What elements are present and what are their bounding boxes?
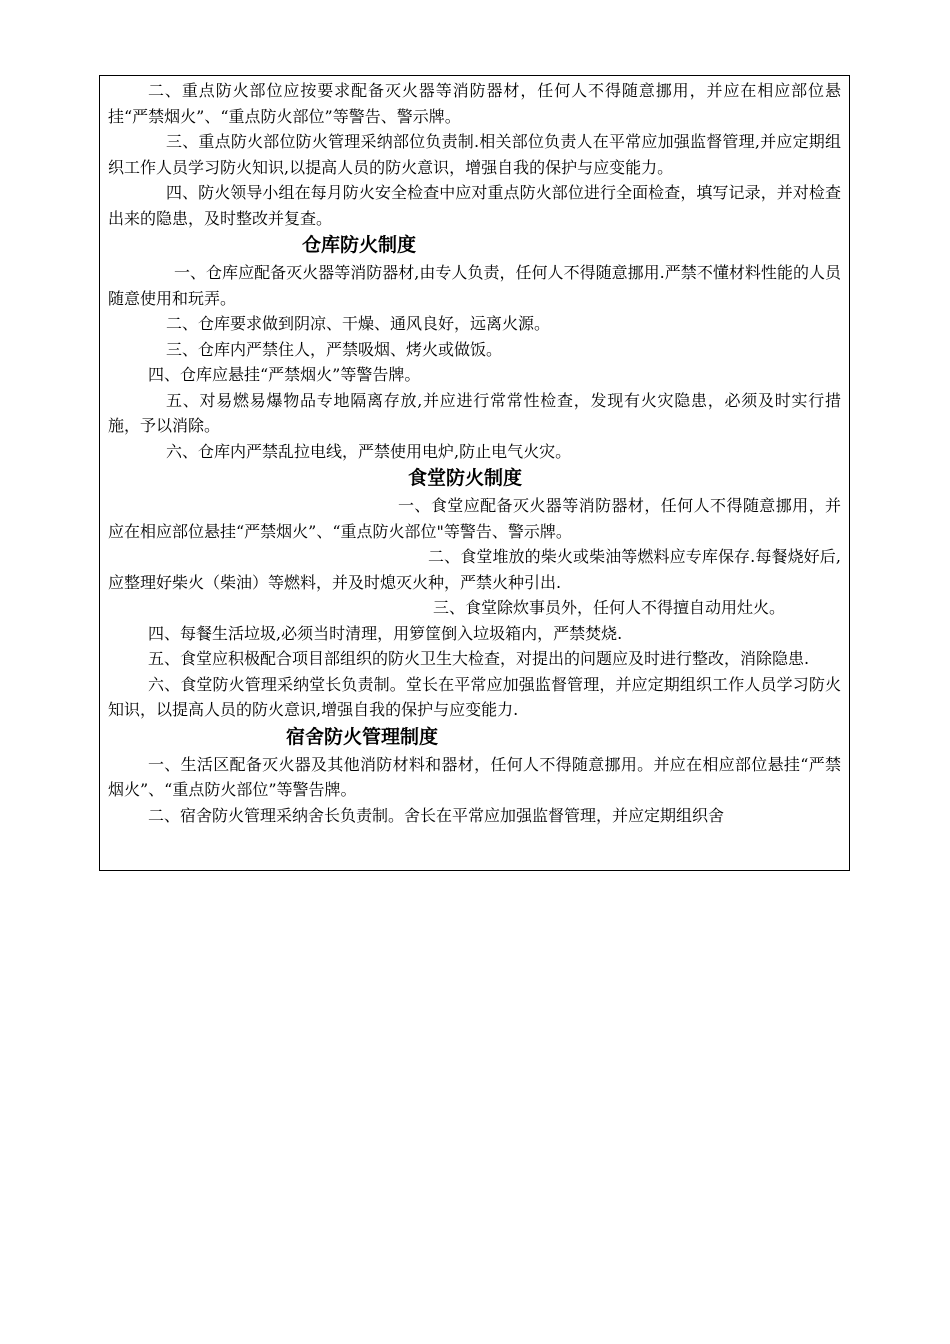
shitang-paragraph-5: 五、食堂应积极配合项目部组织的防火卫生大检查，对提出的问题应及时进行整改，消除隐患. <box>148 649 810 668</box>
shitang-paragraph-4: 四、每餐生活垃圾,必须当时清理，用箩筐倒入垃圾箱内，严禁焚烧. <box>148 623 623 643</box>
cangku-paragraph-1: 一、仓库应配备灭火器等消防器材,由专人负责，任何人不得随意挪用.严禁不懂材料性能的人员随意使用和玩弄。 <box>108 263 841 308</box>
cangku-paragraph-3: 三、仓库内严禁住人，严禁吸烟、烤火或做饭。 <box>166 339 503 359</box>
shitang-paragraph-6: 六、食堂防火管理采纳堂长负责制。堂长在平常应加强监督管理，并应定期组织工作人员学习防火知识，以提高人员的防火意识,增强自我的保护与应变能力. <box>108 674 841 719</box>
document-frame <box>99 75 850 871</box>
zhongdian-paragraph-4: 四、防火领导小组在每月防火安全检查中应对重点防火部位进行全面检查，填写记录，并对检查出来的隐患，及时整改并复查。 <box>108 183 841 228</box>
shitang-paragraph-2: 二、食堂堆放的柴火或柴油等燃料应专库保存.每餐烧好后,应整理好柴火（柴油）等燃料，并及时熄灭火种，严禁火种引出. <box>108 547 841 592</box>
sushe-title: 宿舍防火管理制度 <box>286 725 439 748</box>
shitang-title: 食堂防火制度 <box>408 467 523 489</box>
cangku-paragraph-2: 二、仓库要求做到阴凉、干燥、通风良好，远离火源。 <box>166 314 551 333</box>
sushe-paragraph-1: 一、生活区配备灭火器及其他消防材料和器材，任何人不得随意挪用。并应在相应部位悬挂“严禁烟火”、“重点防火部位”等警告牌。 <box>108 754 841 799</box>
cangku-paragraph-5: 五、对易燃易爆物品专地隔离存放,并应进行常常性检查，发现有火灾隐患，必须及时实行措施，予以消除。 <box>108 390 841 435</box>
cangku-title: 仓库防火制度 <box>302 234 417 256</box>
cangku-paragraph-4: 四、仓库应悬挂“严禁烟火”等警告牌。 <box>148 365 421 384</box>
zhongdian-paragraph-3: 三、重点防火部位防火管理采纳部位负责制.相关部位负责人在平常应加强监督管理,并应定期组织工作人员学习防火知识,以提高人员的防火意识，增强自我的保护与应变能力。 <box>108 132 841 177</box>
sushe-paragraph-2: 二、宿舍防火管理采纳舍长负责制。舍长在平常应加强监督管理，并应定期组织舍 <box>148 805 725 825</box>
zhongdian-paragraph-2: 二、重点防火部位应按要求配备灭火器等消防器材，任何人不得随意挪用，并应在相应部位悬挂“严禁烟火”、“重点防火部位”等警告、警示牌。 <box>108 81 841 126</box>
document-content <box>108 78 841 828</box>
cangku-paragraph-6: 六、仓库内严禁乱拉电线，严禁使用电炉,防止电气火灾。 <box>166 441 572 461</box>
shitang-paragraph-3: 三、食堂除炊事员外，任何人不得擅自动用灶火。 <box>433 598 786 617</box>
shitang-paragraph-1: 一、食堂应配备灭火器等消防器材，任何人不得随意挪用，并应在相应部位悬挂“严禁烟火”、“重点防火部位"等警告、警示牌。 <box>108 496 841 541</box>
